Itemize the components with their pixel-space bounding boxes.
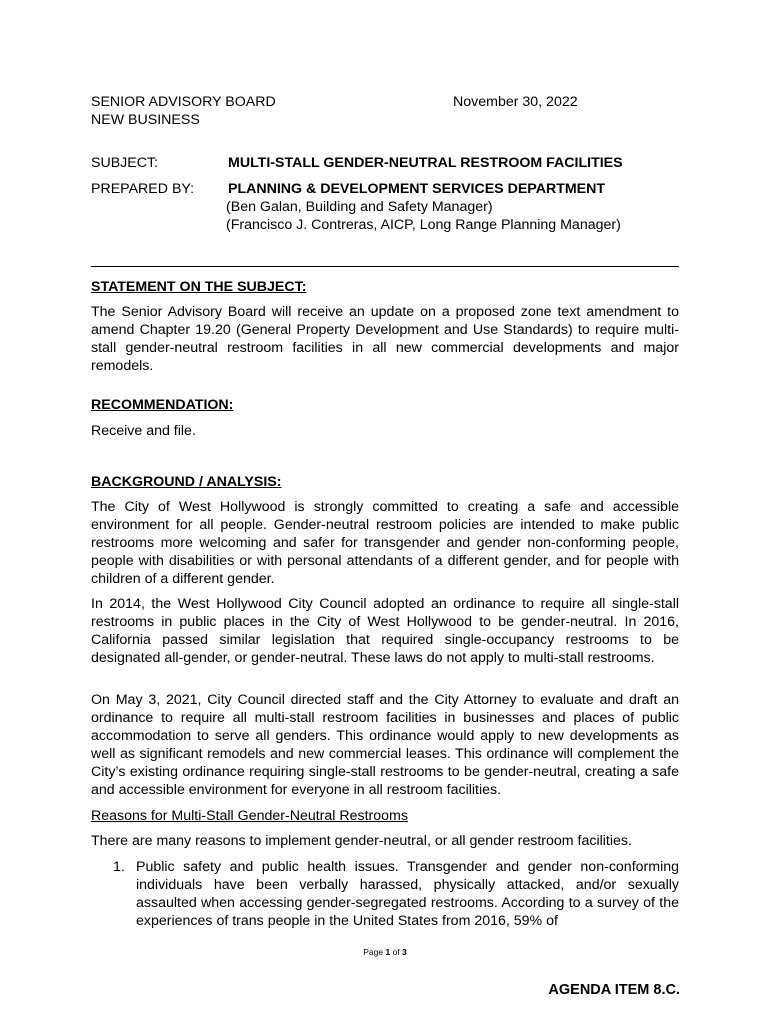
reasons-subheading: Reasons for Multi-Stall Gender-Neutral Restrooms — [91, 808, 408, 824]
prepared-by-person-2: (Francisco J. Contreras, AICP, Long Range Planning Manager) — [226, 217, 621, 233]
list-item-text: Public safety and public health issues. Transgender and gender non-conforming individuals have been verbally harassed, physically attacked, and/or sexually assaulted when accessing gender-segregated restrooms. According to a survey of the experiences of trans people in the United States from 2016, 59% of — [136, 859, 679, 930]
board-name: SENIOR ADVISORY BOARD — [91, 94, 276, 110]
recommendation-body: Receive and file. — [91, 423, 196, 439]
statement-body: The Senior Advisory Board will receive an update on a proposed zone text amendment to amend Chapter 19.20 (General Property Development and Use Standards) to require multi-stall gender-neutral restroom facilities in all new commercial developments and major remodels. — [91, 304, 679, 375]
background-paragraph-2: In 2014, the West Hollywood City Council adopted an ordinance to require all single-stall restrooms in public places in the City of West Hollywood to be gender-neutral. In 2016, California passed similar legislation that required single-occupancy restrooms to be designated all-gender, or gender-neutral. These laws do not apply to multi-stall restrooms. — [91, 596, 679, 667]
list-item — [113, 858, 679, 930]
prepared-by-person-1: (Ben Galan, Building and Safety Manager) — [226, 199, 493, 215]
page-number — [0, 947, 770, 957]
list-item-number: 1. — [113, 859, 125, 875]
prepared-by-department: PLANNING & DEVELOPMENT SERVICES DEPARTMENT — [228, 181, 606, 197]
subject-label: SUBJECT: — [91, 155, 159, 171]
page-of: of — [390, 947, 403, 957]
meeting-date: November 30, 2022 — [453, 94, 578, 110]
page-current: 1 — [385, 947, 391, 957]
background-paragraph-3: On May 3, 2021, City Council directed staff and the City Attorney to evaluate and draft an ordinance to require all multi-stall restroom facilities in businesses and places of public accommodation to serve all genders. This ordinance would apply to new developments as well as significant remodels and new commercial leases. This ordinance will complement the City’s existing ordinance requiring single-stall restrooms to be gender-neutral, creating a safe and accessible environment for everyone in all restroom facilities. — [91, 692, 679, 799]
page-total: 3 — [402, 947, 407, 957]
header-divider — [91, 266, 679, 267]
prepared-by-label: PREPARED BY: — [91, 181, 195, 197]
recommendation-heading: RECOMMENDATION: — [91, 397, 234, 413]
agenda-item: AGENDA ITEM 8.C. — [548, 982, 680, 998]
background-paragraph-4: There are many reasons to implement gender-neutral, or all gender restroom facilities. — [91, 833, 632, 849]
subject-value: MULTI-STALL GENDER-NEUTRAL RESTROOM FACILITIES — [228, 155, 623, 171]
page-prefix: Page — [363, 947, 386, 957]
section-name: NEW BUSINESS — [91, 112, 200, 128]
background-heading: BACKGROUND / ANALYSIS: — [91, 474, 282, 490]
background-paragraph-1: The City of West Hollywood is strongly committed to creating a safe and accessible environment for all people. Gender-neutral restroom policies are intended to make public restrooms more welcoming and safer for transgender and gender non-conforming people, people with disabilities or with personal attendants of a different gender, and for people with children of a different gender. — [91, 499, 679, 588]
statement-heading: STATEMENT ON THE SUBJECT: — [91, 279, 307, 295]
